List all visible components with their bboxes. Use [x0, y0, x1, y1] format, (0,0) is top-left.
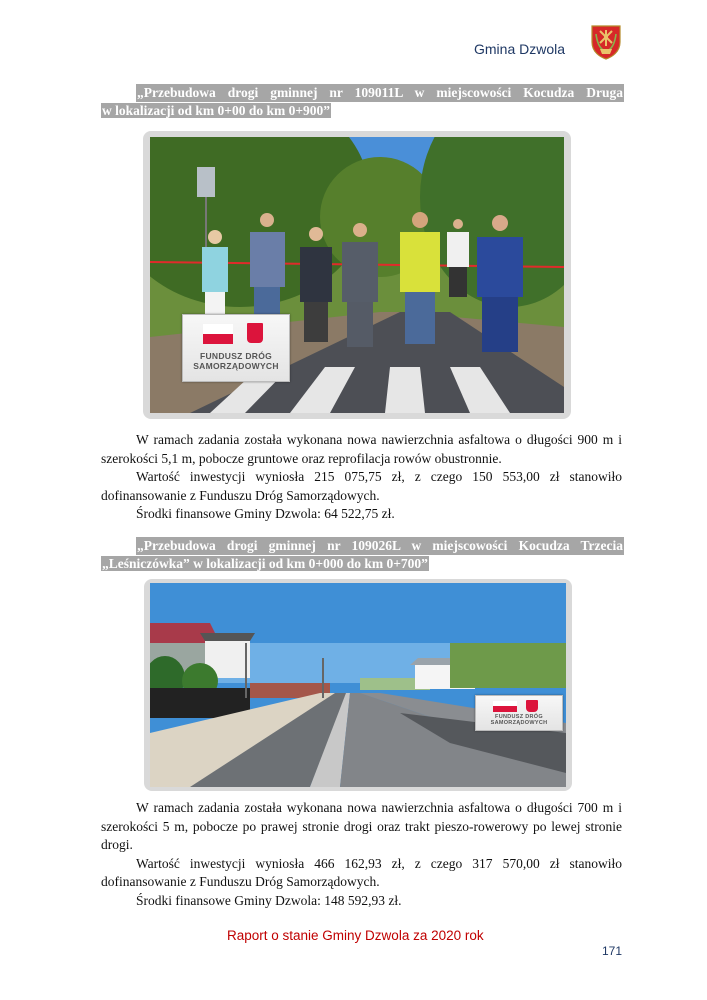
section-1-paragraph-2: Wartość inwestycji wyniosła 215 075,75 zł, z czego 150 553,00 zł stanowiło dofinansowanie z Funduszu Dróg Samorządowych. [101, 469, 622, 503]
coat-of-arms-icon [590, 24, 622, 60]
section-2-paragraph-1: W ramach zadania została wykonana nowa nawierzchnia asfaltowa o długości 700 m i szerokości 5 m, pobocze po prawej stronie drogi oraz trakt pieszo-rowerowy po lewej stronie drogi. [101, 800, 622, 852]
header-title: Gmina Dzwola [474, 41, 566, 57]
polish-flag-icon [493, 701, 517, 712]
section-2-heading-line2: „Leśniczówka” w lokalizacji od km 0+000 do km 0+700” [102, 556, 428, 571]
section-2-body [101, 799, 622, 910]
section-1-heading-line2: w lokalizacji od km 0+00 do km 0+900” [102, 103, 331, 118]
fundusz-drog-sign [475, 695, 563, 731]
polish-eagle-icon [526, 700, 538, 712]
section-2-heading [101, 537, 622, 573]
section-2-heading-line1: „Przebudowa drogi gminnej nr 109026L w miejscowości Kocudza Trzecia [137, 538, 623, 553]
footer-report-title: Raport o stanie Gminy Dzwola za 2020 rok [227, 928, 484, 943]
section-1-paragraph-3: Środki finansowe Gminy Dzwola: 64 522,75 zł. [136, 506, 395, 521]
section-1-body [101, 431, 622, 524]
section-1-heading-line1: „Przebudowa drogi gminnej nr 109011L w miejscowości Kocudza Druga [137, 85, 623, 100]
section-2-photo [150, 583, 566, 787]
fundusz-drog-sign [182, 314, 290, 382]
sign-line2: SAMORZĄDOWYCH [193, 360, 279, 371]
polish-flag-icon [203, 324, 233, 344]
sign-line1: FUNDUSZ DRÓG [199, 351, 273, 361]
polish-eagle-icon [247, 323, 263, 343]
section-1-paragraph-1: W ramach zadania została wykonana nowa nawierzchnia asfaltowa o długości 900 m i szerokości 5,1 m, pobocze gruntowe oraz reprofilacja rowów obustronnie. [101, 432, 622, 466]
section-1-photo [150, 137, 564, 413]
sign-line1: FUNDUSZ DRÓG [495, 714, 543, 720]
page-number: 171 [602, 944, 623, 958]
section-2-paragraph-2: Wartość inwestycji wyniosła 466 162,93 zł, z czego 317 570,00 zł stanowiło dofinansowanie z Funduszu Dróg Samorządowych. [101, 855, 622, 889]
section-1-heading [101, 84, 622, 120]
section-2-paragraph-3: Środki finansowe Gminy Dzwola: 148 592,93 zł. [136, 892, 402, 908]
sign-line2: SAMORZĄDOWYCH [490, 720, 548, 727]
